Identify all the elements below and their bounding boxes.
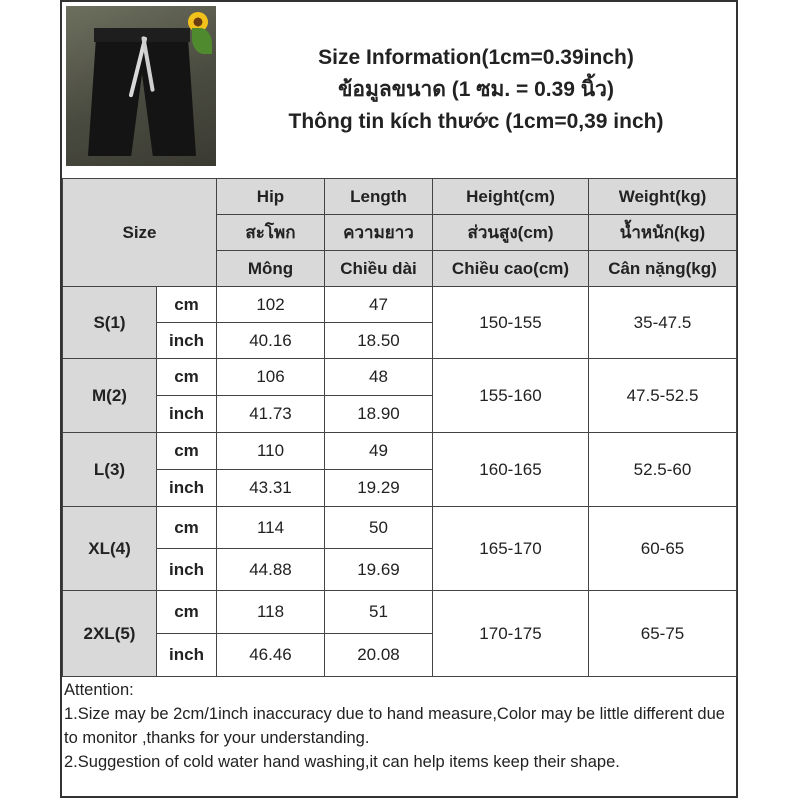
weight-range: 47.5-52.5 <box>589 359 737 433</box>
unit-cm: cm <box>157 507 217 549</box>
title-block <box>216 42 736 138</box>
weight-range: 52.5-60 <box>589 433 737 507</box>
length-cm: 48 <box>325 359 433 396</box>
hip-inch: 41.73 <box>217 396 325 433</box>
height-range: 150-155 <box>433 287 589 359</box>
weight-range: 60-65 <box>589 507 737 591</box>
size-label: 2XL(5) <box>63 591 157 677</box>
size-label: L(3) <box>63 433 157 507</box>
col-length-vi: Chiều dài <box>325 251 433 287</box>
length-inch: 19.69 <box>325 549 433 591</box>
leaf-decoration <box>192 28 212 54</box>
col-weight-en: Weight(kg) <box>589 179 737 215</box>
title-vietnamese: Thông tin kích thước (1cm=0,39 inch) <box>288 110 664 133</box>
col-weight-th: น้ำหนัก(kg) <box>589 215 737 251</box>
unit-cm: cm <box>157 591 217 634</box>
length-inch: 18.90 <box>325 396 433 433</box>
height-range: 160-165 <box>433 433 589 507</box>
length-cm: 47 <box>325 287 433 323</box>
hip-inch: 46.46 <box>217 634 325 677</box>
hip-cm: 110 <box>217 433 325 470</box>
unit-cm: cm <box>157 287 217 323</box>
hip-inch: 44.88 <box>217 549 325 591</box>
length-inch: 20.08 <box>325 634 433 677</box>
length-inch: 19.29 <box>325 470 433 507</box>
length-cm: 51 <box>325 591 433 634</box>
hip-cm: 118 <box>217 591 325 634</box>
product-photo <box>66 6 216 166</box>
col-height-en: Height(cm) <box>433 179 589 215</box>
col-height-vi: Chiều cao(cm) <box>433 251 589 287</box>
size-label: XL(4) <box>63 507 157 591</box>
unit-inch: inch <box>157 396 217 433</box>
table-row <box>63 287 737 323</box>
length-cm: 50 <box>325 507 433 549</box>
size-header: Size <box>63 179 217 287</box>
note-line-2: 2.Suggestion of cold water hand washing,it can help items keep their shape. <box>64 753 620 771</box>
col-weight-vi: Cân nặng(kg) <box>589 251 737 287</box>
hip-cm: 102 <box>217 287 325 323</box>
col-hip-vi: Mông <box>217 251 325 287</box>
height-range: 170-175 <box>433 591 589 677</box>
length-cm: 49 <box>325 433 433 470</box>
unit-inch: inch <box>157 549 217 591</box>
weight-range: 35-47.5 <box>589 287 737 359</box>
hip-cm: 106 <box>217 359 325 396</box>
title-thai: ข้อมูลขนาด (1 ซม. = 0.39 นิ้ว) <box>338 78 614 101</box>
col-length-en: Length <box>325 179 433 215</box>
col-height-th: ส่วนสูง(cm) <box>433 215 589 251</box>
unit-inch: inch <box>157 323 217 359</box>
hip-inch: 40.16 <box>217 323 325 359</box>
table-row <box>63 591 737 634</box>
weight-range: 65-75 <box>589 591 737 677</box>
attention-notes <box>64 678 734 774</box>
unit-cm: cm <box>157 359 217 396</box>
title-english: Size Information(1cm=0.39inch) <box>318 46 634 69</box>
col-hip-th: สะโพก <box>217 215 325 251</box>
unit-inch: inch <box>157 634 217 677</box>
height-range: 155-160 <box>433 359 589 433</box>
table-row <box>63 359 737 396</box>
col-length-th: ความยาว <box>325 215 433 251</box>
unit-cm: cm <box>157 433 217 470</box>
table-row <box>63 507 737 549</box>
note-line-1: 1.Size may be 2cm/1inch inaccuracy due to hand measure,Color may be little different due to monitor ,thanks for your understanding. <box>64 705 725 747</box>
col-hip-en: Hip <box>217 179 325 215</box>
hip-inch: 43.31 <box>217 470 325 507</box>
size-label: S(1) <box>63 287 157 359</box>
length-inch: 18.50 <box>325 323 433 359</box>
size-table <box>62 178 737 677</box>
height-range: 165-170 <box>433 507 589 591</box>
size-label: M(2) <box>63 359 157 433</box>
unit-inch: inch <box>157 470 217 507</box>
table-row <box>63 433 737 470</box>
hip-cm: 114 <box>217 507 325 549</box>
notes-heading: Attention: <box>64 681 134 699</box>
